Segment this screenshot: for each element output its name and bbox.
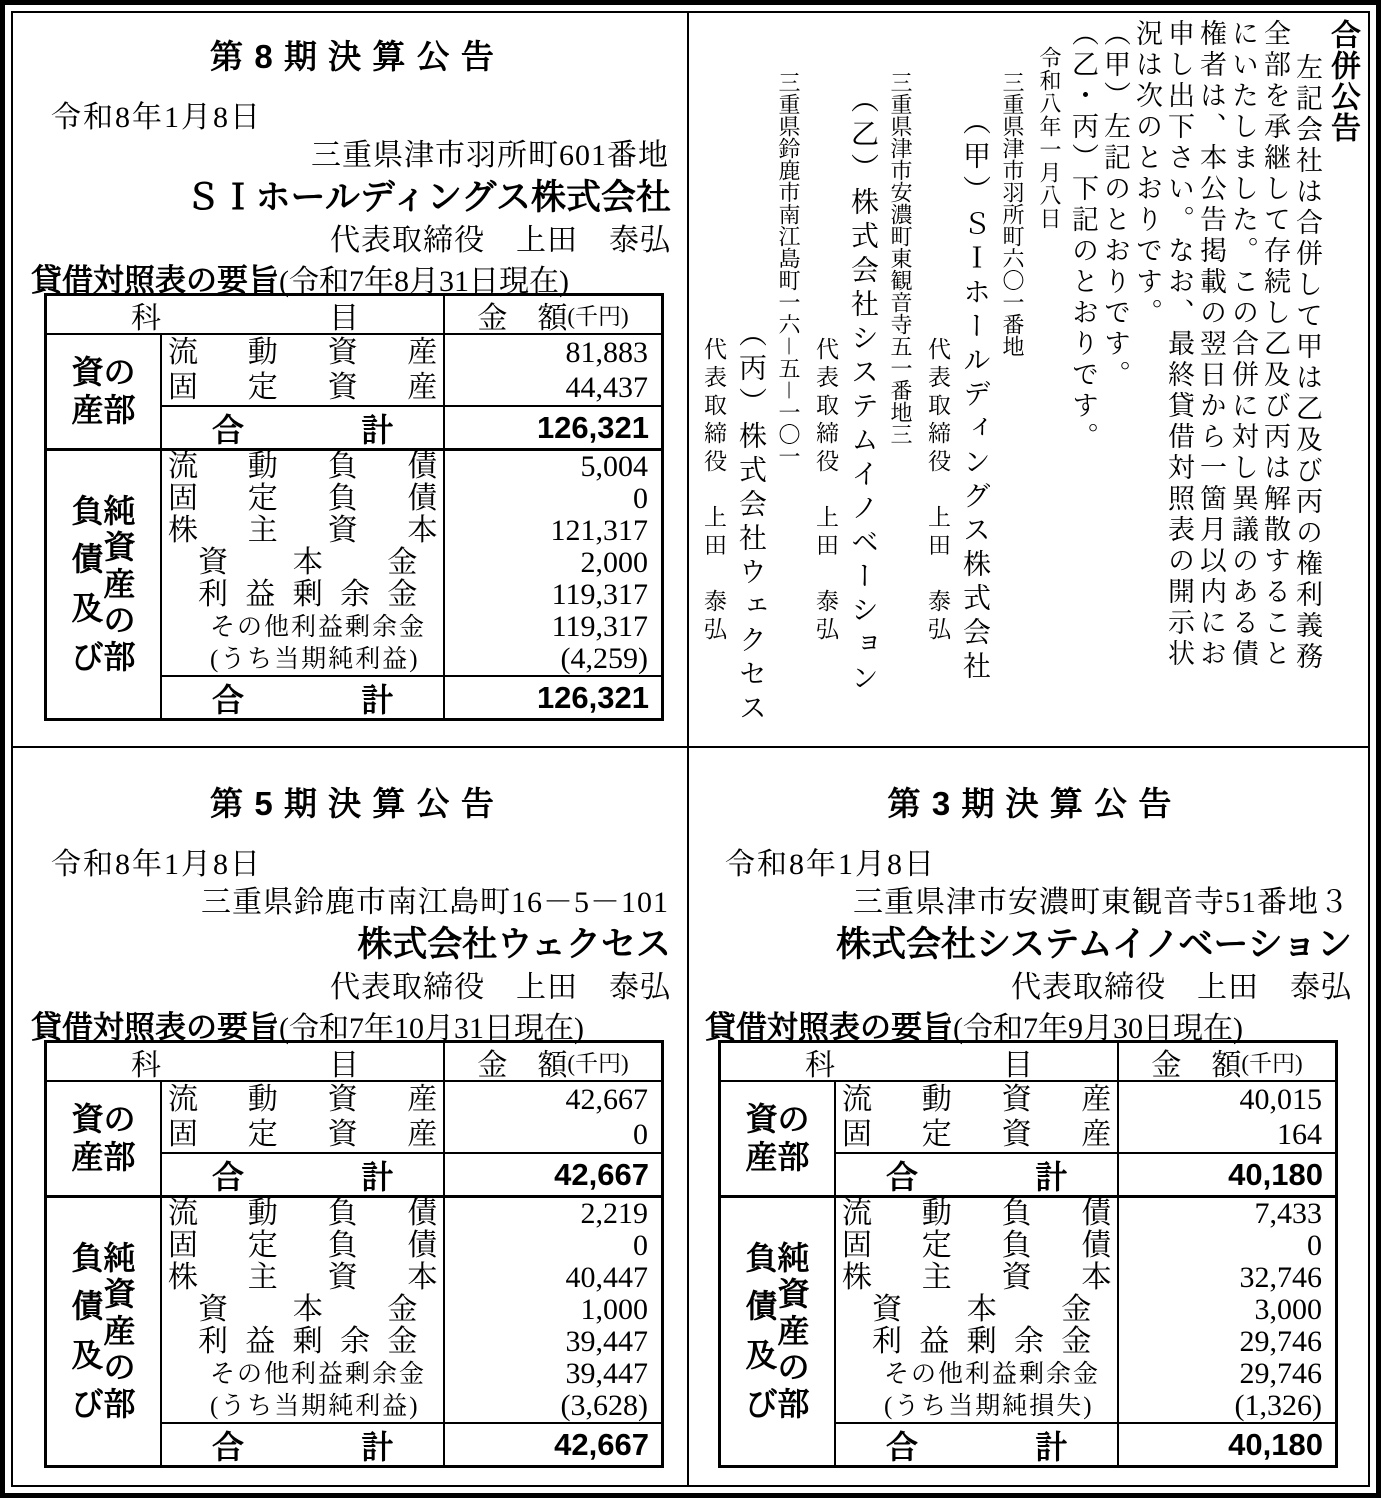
category-char: 資	[745, 1100, 778, 1137]
amount-value: 42,667	[443, 1082, 661, 1117]
account-label: 固定資産	[167, 1117, 438, 1151]
table-row	[162, 1198, 661, 1230]
category-label-column	[71, 1239, 104, 1422]
amount-value: 39,447	[443, 1326, 661, 1358]
balance-sheet	[44, 1040, 664, 1468]
category-label-column	[71, 492, 104, 675]
notice-title: 第5期決算公告	[210, 785, 506, 822]
notice-settlement-5th	[13, 748, 689, 1485]
liabilities-section-total-row	[162, 675, 661, 718]
table-row	[836, 1262, 1335, 1294]
liabilities-section	[47, 1195, 661, 1465]
category-label-column	[777, 1100, 810, 1175]
balance-sheet-caption-asof: (令和7年8月31日現在)	[279, 265, 569, 298]
notice-merger	[689, 13, 1368, 748]
table-row	[162, 1262, 661, 1294]
account-label: 利益剰余金	[871, 1325, 1092, 1358]
merger-body-line-5: 申し出下さい。なお、最終貸借対照表の開示状	[1164, 19, 1194, 670]
account-header-char: 目	[329, 1048, 359, 1082]
balance-sheet-header	[47, 1043, 661, 1082]
table-row	[162, 483, 661, 515]
assets-section	[47, 335, 661, 448]
notice-date: 令和8年1月8日	[51, 101, 262, 134]
table-row	[162, 579, 661, 611]
account-header-char: 科	[131, 1048, 161, 1082]
category-char: 及	[745, 1337, 778, 1374]
category-char: 部	[103, 1385, 136, 1422]
category-label	[745, 1100, 810, 1175]
amount-header-label: 金 額	[1151, 1048, 1242, 1082]
category-char: 負	[71, 1239, 104, 1276]
total-label	[836, 1422, 1117, 1468]
party-kou-officer: 代表取締役 上田 泰弘	[925, 337, 950, 645]
category-label-column	[103, 1239, 136, 1422]
party-hei-name: （丙）株式会社ウェクセス	[735, 319, 766, 727]
total-label	[162, 405, 443, 451]
party-otsu-name: （乙）株式会社システムイノベーション	[847, 85, 878, 697]
total-label-char: 計	[361, 411, 394, 448]
liabilities-section-category	[47, 1198, 160, 1465]
balance-sheet-caption-title: 貸借対照表の要旨	[31, 263, 279, 298]
total-label-char: 合	[885, 1158, 918, 1195]
assets-section-total-row	[162, 1152, 661, 1195]
category-char: 純	[777, 1239, 810, 1276]
table-row	[162, 1230, 661, 1262]
balance-sheet-table	[705, 1040, 1354, 1468]
table-row	[162, 451, 661, 483]
category-char: 部	[777, 1385, 810, 1422]
merger-note-kou: （甲）左記のとおりです。	[1100, 19, 1130, 391]
notice-title: 第8期決算公告	[210, 38, 506, 75]
merger-body-line-4: 権者は、本公告掲載の翌日から一箇月以内にお	[1196, 19, 1226, 670]
category-label-column	[745, 1239, 778, 1422]
category-char: の	[777, 1349, 810, 1386]
representative-line: 代表取締役 上田 泰弘	[330, 971, 671, 1004]
amount-value: 164	[1117, 1117, 1335, 1152]
company-name: ＳＩホールディングス株式会社	[185, 178, 671, 217]
account-label: (うち当期純損失)	[883, 1392, 1094, 1420]
amount-header-label: 金 額	[477, 1048, 568, 1082]
balance-sheet-caption-title: 貸借対照表の要旨	[705, 1010, 953, 1045]
amount-value: 81,883	[443, 335, 661, 370]
amount-value: 2,000	[443, 547, 661, 579]
notice-date: 令和8年1月8日	[725, 848, 936, 881]
account-header-char: 科	[805, 1048, 835, 1082]
total-label	[836, 1152, 1117, 1198]
account-label: 株主資本	[167, 514, 438, 547]
company-name: 株式会社システムイノベーション	[836, 925, 1352, 964]
balance-sheet	[718, 1040, 1338, 1468]
balance-sheet-table	[31, 1040, 673, 1468]
account-label: 資本金	[197, 546, 418, 579]
balance-sheet-table	[31, 293, 673, 721]
category-char: び	[71, 1385, 104, 1422]
total-label-char: 計	[1035, 1428, 1068, 1465]
merger-date: 令和八年一月八日	[1037, 46, 1062, 230]
account-label: 資本金	[197, 1293, 418, 1326]
liabilities-section-body	[160, 451, 661, 718]
notice-date: 令和8年1月8日	[51, 848, 262, 881]
total-amount-value: 126,321	[443, 407, 661, 448]
total-label	[162, 1422, 443, 1468]
table-row	[162, 1082, 661, 1117]
amount-value: (1,326)	[1117, 1390, 1335, 1422]
merger-body-line-6: 況は次のとおりです。	[1132, 19, 1162, 329]
account-label: その他利益剰余金	[209, 613, 426, 641]
category-char: び	[745, 1385, 778, 1422]
account-label: 固定資産	[167, 370, 438, 404]
category-label-column	[745, 1100, 778, 1175]
table-row	[162, 515, 661, 547]
table-row	[836, 1358, 1335, 1390]
party-hei-address: 三重県鈴鹿市南江島町一六－五－一〇一	[776, 71, 801, 468]
category-label-column	[71, 353, 104, 428]
account-label: 固定資産	[841, 1117, 1112, 1151]
category-char: の	[103, 1100, 136, 1137]
balance-sheet	[44, 293, 664, 721]
account-label: 株主資本	[167, 1261, 438, 1294]
total-amount-value: 40,180	[1117, 1424, 1335, 1465]
category-char: の	[103, 602, 136, 639]
balance-sheet-header	[47, 296, 661, 335]
balance-sheet-header	[721, 1043, 1335, 1082]
category-char: 及	[71, 590, 104, 627]
merger-note-otsu-hei: （乙・丙）下記のとおりです。	[1068, 19, 1098, 453]
account-label: 流動資産	[841, 1082, 1112, 1116]
amount-value: 3,000	[1117, 1294, 1335, 1326]
amount-value: 44,437	[443, 370, 661, 405]
account-label: その他利益剰余金	[883, 1360, 1100, 1388]
table-row	[162, 1326, 661, 1358]
account-label: 流動負債	[841, 1197, 1112, 1230]
table-row	[162, 547, 661, 579]
amount-value: 29,746	[1117, 1358, 1335, 1390]
amount-value: 0	[443, 1230, 661, 1262]
page-inner-frame	[11, 11, 1370, 1487]
party-kou-address: 三重県津市羽所町六〇一番地	[1000, 71, 1025, 357]
liabilities-section-category	[47, 451, 160, 718]
category-char: び	[71, 638, 104, 675]
category-char: 資	[71, 353, 104, 390]
notice-settlement-3rd	[689, 748, 1368, 1485]
liabilities-section-body	[160, 1198, 661, 1465]
assets-section	[47, 1082, 661, 1195]
merger-vertical-text	[695, 19, 1361, 727]
liabilities-section	[721, 1195, 1335, 1465]
notice-settlement-8th	[13, 13, 689, 748]
account-label: 流動負債	[167, 450, 438, 483]
total-label-char: 合	[211, 1428, 244, 1465]
account-label: 流動負債	[167, 1197, 438, 1230]
category-char: 産	[103, 1312, 136, 1349]
amount-value: 7,433	[1117, 1198, 1335, 1230]
merger-body-line-2: 全部を承継して存続し乙及び丙は解散すること	[1260, 19, 1290, 670]
assets-section-body	[160, 335, 661, 448]
category-char: 部	[103, 391, 136, 428]
table-row	[836, 1326, 1335, 1358]
amount-column-header	[443, 296, 661, 333]
table-row	[162, 643, 661, 675]
amount-value: 0	[1117, 1230, 1335, 1262]
category-char: 産	[103, 565, 136, 602]
total-label-char: 計	[361, 1428, 394, 1465]
amount-value: (4,259)	[443, 643, 661, 675]
total-label-char: 合	[885, 1428, 918, 1465]
party-otsu-address: 三重県津市安濃町東観音寺五一番地三	[888, 71, 913, 445]
amount-value: 119,317	[443, 579, 661, 611]
category-char: の	[777, 1100, 810, 1137]
assets-section	[721, 1082, 1335, 1195]
amount-value: 5,004	[443, 451, 661, 483]
category-char: 純	[103, 492, 136, 529]
merger-title: 合併公告	[1326, 19, 1359, 143]
table-row	[162, 1294, 661, 1326]
balance-sheet-caption	[31, 1002, 673, 1045]
table-row	[836, 1230, 1335, 1262]
total-label	[162, 675, 443, 721]
liabilities-section-body	[834, 1198, 1335, 1465]
category-label	[71, 353, 136, 428]
account-column-header	[47, 296, 443, 333]
category-label	[71, 1100, 136, 1175]
category-char: 部	[103, 1138, 136, 1175]
balance-sheet-caption	[31, 255, 673, 298]
amount-value: 29,746	[1117, 1326, 1335, 1358]
account-label: 利益剰余金	[197, 578, 418, 611]
notice-title: 第3期決算公告	[887, 785, 1183, 822]
table-row	[836, 1294, 1335, 1326]
category-label-column	[103, 1100, 136, 1175]
table-row	[162, 370, 661, 405]
category-char: 債	[745, 1288, 778, 1325]
amount-value: 119,317	[443, 611, 661, 643]
account-column-header	[47, 1043, 443, 1080]
category-char: 資	[103, 1276, 136, 1313]
amount-column-header	[1117, 1043, 1335, 1080]
amount-column-header	[443, 1043, 661, 1080]
amount-value: 121,317	[443, 515, 661, 547]
party-otsu-officer: 代表取締役 上田 泰弘	[813, 337, 838, 645]
merger-body-line-3: にいたしました。この合併に対し異議のある債	[1228, 19, 1258, 670]
category-label-column	[103, 353, 136, 428]
assets-section-total-row	[162, 405, 661, 448]
balance-sheet-caption-title: 貸借対照表の要旨	[31, 1010, 279, 1045]
account-label: (うち当期純利益)	[209, 645, 420, 673]
total-amount-value: 40,180	[1117, 1154, 1335, 1195]
amount-value: 40,015	[1117, 1082, 1335, 1117]
balance-sheet-caption-asof: (令和7年10月31日現在)	[279, 1012, 584, 1045]
category-label-column	[103, 492, 136, 675]
total-label-char: 合	[211, 1158, 244, 1195]
balance-sheet-caption	[705, 1002, 1354, 1045]
party-kou-name: （甲）ＳＩホールディングス株式会社	[959, 107, 990, 685]
category-label	[71, 1239, 136, 1422]
account-header-char: 目	[329, 301, 359, 335]
table-row	[162, 1117, 661, 1152]
account-label: 流動資産	[167, 335, 438, 369]
total-amount-value: 42,667	[443, 1154, 661, 1195]
amount-value: 0	[443, 1117, 661, 1152]
total-label-char: 計	[1035, 1158, 1068, 1195]
amount-header-label: 金 額	[477, 301, 568, 335]
category-char: 部	[777, 1138, 810, 1175]
account-label: 株主資本	[841, 1261, 1112, 1294]
category-char: 純	[103, 1239, 136, 1276]
account-label: その他利益剰余金	[209, 1360, 426, 1388]
category-char: 産	[777, 1312, 810, 1349]
representative-line: 代表取締役 上田 泰弘	[330, 224, 671, 257]
assets-section-body	[160, 1082, 661, 1195]
liabilities-section-total-row	[836, 1422, 1335, 1465]
company-name: 株式会社ウェクセス	[357, 925, 671, 964]
account-header-char: 目	[1003, 1048, 1033, 1082]
company-address: 三重県鈴鹿市南江島町16－5－101	[201, 886, 669, 919]
category-label	[71, 492, 136, 675]
balance-sheet-caption-asof: (令和7年9月30日現在)	[953, 1012, 1243, 1045]
representative-line: 代表取締役 上田 泰弘	[1011, 971, 1352, 1004]
party-hei-officer: 代表取締役 上田 泰弘	[701, 337, 726, 645]
account-column-header	[721, 1043, 1117, 1080]
amount-value: 2,219	[443, 1198, 661, 1230]
table-row	[836, 1198, 1335, 1230]
category-char: 産	[745, 1138, 778, 1175]
account-label: 流動資産	[167, 1082, 438, 1116]
category-char: 資	[103, 529, 136, 566]
amount-value: 32,746	[1117, 1262, 1335, 1294]
liabilities-section-total-row	[162, 1422, 661, 1465]
category-char: 部	[103, 638, 136, 675]
table-row	[162, 335, 661, 370]
amount-unit-label: (千円)	[567, 304, 629, 329]
amount-value: 39,447	[443, 1358, 661, 1390]
assets-section-total-row	[836, 1152, 1335, 1195]
amount-unit-label: (千円)	[567, 1051, 629, 1076]
amount-unit-label: (千円)	[1241, 1051, 1303, 1076]
category-char: の	[103, 1349, 136, 1386]
category-char: 負	[745, 1239, 778, 1276]
total-amount-value: 42,667	[443, 1424, 661, 1465]
table-row	[162, 1390, 661, 1422]
table-row	[162, 611, 661, 643]
total-label-char: 計	[361, 1158, 394, 1195]
assets-section-body	[834, 1082, 1335, 1195]
account-label: (うち当期純利益)	[209, 1392, 420, 1420]
category-char: 及	[71, 1337, 104, 1374]
total-label-char: 合	[211, 681, 244, 718]
account-label: 資本金	[871, 1293, 1092, 1326]
amount-value: 40,447	[443, 1262, 661, 1294]
category-char: 資	[71, 1100, 104, 1137]
category-char: の	[103, 353, 136, 390]
category-label-column	[777, 1239, 810, 1422]
assets-section-category	[47, 1082, 160, 1195]
assets-section-category	[721, 1082, 834, 1195]
company-address: 三重県津市安濃町東観音寺51番地３	[853, 886, 1350, 919]
total-amount-value: 126,321	[443, 677, 661, 718]
category-label	[745, 1239, 810, 1422]
assets-section-category	[47, 335, 160, 448]
liabilities-section	[47, 448, 661, 718]
category-char: 負	[71, 492, 104, 529]
table-row	[836, 1117, 1335, 1152]
merger-body-line-1: 左記会社は合併して甲は乙及び丙の権利義務	[1292, 53, 1322, 673]
amount-value: 0	[443, 483, 661, 515]
category-char: 産	[71, 1138, 104, 1175]
account-label: 固定負債	[167, 482, 438, 515]
table-row	[836, 1082, 1335, 1117]
total-label-char: 計	[361, 681, 394, 718]
liabilities-section-category	[721, 1198, 834, 1465]
account-label: 固定負債	[167, 1229, 438, 1262]
category-label-column	[71, 1100, 104, 1175]
account-header-char: 科	[131, 301, 161, 335]
account-label: 固定負債	[841, 1229, 1112, 1262]
amount-value: (3,628)	[443, 1390, 661, 1422]
account-label: 利益剰余金	[197, 1325, 418, 1358]
table-row	[836, 1390, 1335, 1422]
category-char: 資	[777, 1276, 810, 1313]
total-label	[162, 1152, 443, 1198]
category-char: 債	[71, 541, 104, 578]
company-address: 三重県津市羽所町601番地	[311, 139, 669, 172]
table-row	[162, 1358, 661, 1390]
category-char: 債	[71, 1288, 104, 1325]
category-char: 産	[71, 391, 104, 428]
amount-value: 1,000	[443, 1294, 661, 1326]
total-label-char: 合	[211, 411, 244, 448]
